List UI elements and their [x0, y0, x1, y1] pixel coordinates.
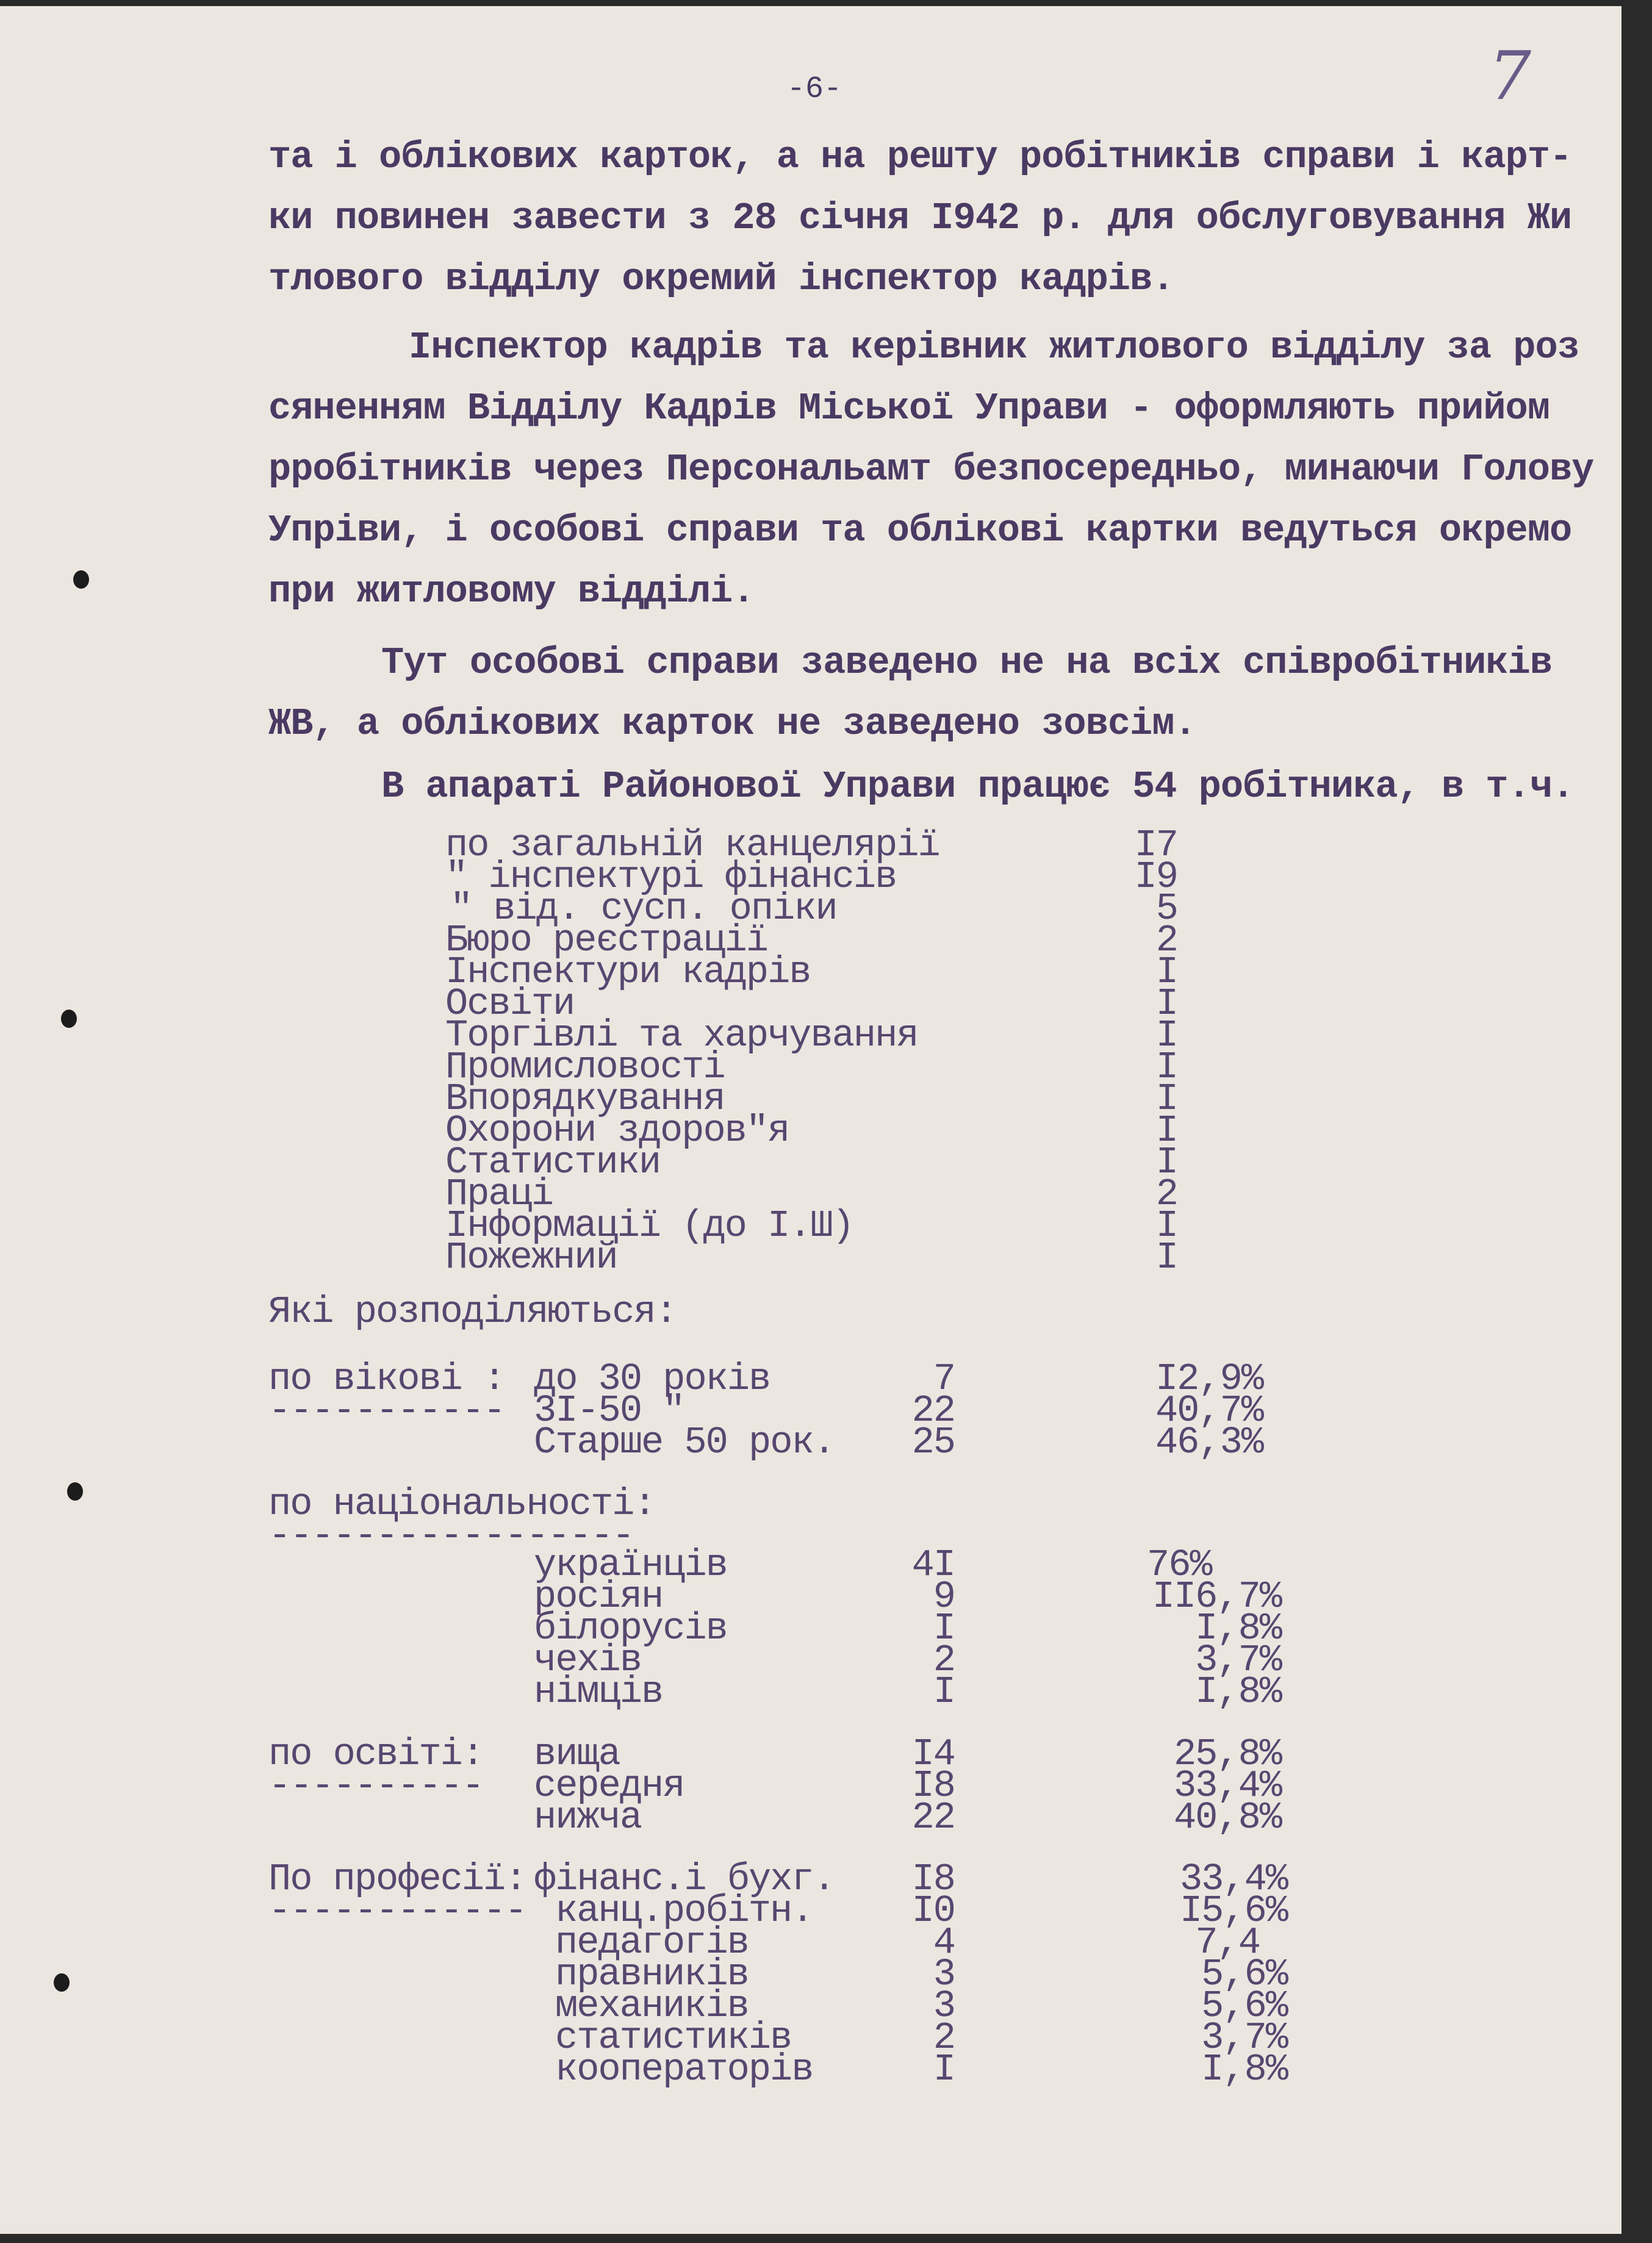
department-name: Інспектури кадрів [445, 950, 811, 994]
row-percent: 5,6% [1201, 1984, 1287, 2028]
text-line: та і облікових карток, а на решту робітників справи і карт- [268, 135, 1572, 179]
row-percent: 33,4% [1173, 1764, 1281, 1807]
department-count: І [1155, 1077, 1177, 1121]
group-row-names [534, 1857, 885, 2091]
row-count: 2 [933, 1638, 955, 1682]
row-name: педагогів [555, 1921, 749, 1964]
row-percent: ІІ6,7% [1152, 1575, 1281, 1618]
department-name: Промисловості [445, 1046, 725, 1089]
row-percent: 40,8% [1173, 1796, 1281, 1839]
text-line: Інспектор кадрів та керівник житлового відділу за роз [409, 326, 1579, 369]
row-percent: 3,7% [1201, 2016, 1287, 2059]
scan-right-edge [1621, 0, 1652, 2243]
text-line: тлового відділу окремий інспектор кадрів. [268, 257, 1174, 301]
row-count: 3 [933, 1953, 955, 1996]
department-name: " від. сусп. опіки [450, 887, 837, 930]
row-name: механиків [555, 1984, 749, 2028]
text-line: ки повинен завести з 28 січня І942 р. для обслуговування Жи [268, 196, 1572, 240]
department-count: І [1155, 950, 1177, 994]
row-count: 2 [933, 2016, 955, 2059]
row-percent: І5,6% [1179, 1889, 1287, 1933]
text-line: В апараті Районової Управи працює 54 робітника, в т.ч. [381, 765, 1575, 808]
text-line: рробітників через Персональамт безпосередньо, минаючи Голову [268, 448, 1594, 491]
department-count: І [1155, 1236, 1177, 1279]
group-row-percents [1110, 1357, 1263, 1464]
department-name: Охорони здоров"я [445, 1109, 789, 1152]
group-label: по національності: [268, 1482, 655, 1526]
group-row-counts [885, 1543, 955, 1714]
department-count: І9 [1134, 855, 1177, 899]
punch-hole [73, 570, 89, 589]
row-percent: 7,4 [1195, 1921, 1260, 1964]
row-name: росіян [534, 1575, 663, 1618]
group-row-percents [1110, 1732, 1281, 1839]
department-count: І [1155, 982, 1177, 1025]
row-name: вища [534, 1732, 620, 1776]
row-count: І4 [911, 1732, 955, 1776]
department-count: І [1155, 1204, 1177, 1247]
group-row-percents [1110, 1857, 1287, 2091]
row-count: 7 [933, 1357, 955, 1401]
punch-hole [54, 1973, 70, 1992]
row-percent: І,8% [1195, 1670, 1281, 1714]
row-count: 25 [911, 1421, 955, 1464]
department-names [445, 824, 1055, 1279]
group-row-counts [885, 1857, 955, 2091]
row-count: 3 [933, 1984, 955, 2028]
row-percent: 40,7% [1155, 1389, 1263, 1432]
group-underline: ----------------- [268, 1514, 634, 1557]
row-percent: 25,8% [1173, 1732, 1281, 1776]
paragraph [268, 633, 1580, 755]
row-count: І [933, 2048, 955, 2091]
group-row-names [534, 1732, 875, 1839]
text-line: Тут особові справи заведено не на всіх співробітників [381, 641, 1552, 684]
row-name: кооператорів [555, 2048, 813, 2091]
group-row-names [534, 1357, 875, 1464]
page-number: -6- [787, 72, 842, 107]
department-count: І [1155, 1141, 1177, 1184]
group-row-counts [885, 1732, 955, 1839]
row-count: 4 [933, 1921, 955, 1964]
punch-hole [67, 1482, 83, 1501]
row-count: І [933, 1607, 955, 1650]
group-label: по освіті: [268, 1732, 484, 1776]
scan-bottom-edge [0, 2234, 1652, 2243]
department-count: І [1155, 1046, 1177, 1089]
department-count: І [1155, 1109, 1177, 1152]
text-line: сяненням Відділу Кадрів Міської Управи - оформляють прийом [268, 387, 1550, 430]
department-name: Статистики [445, 1141, 661, 1184]
group-row-percents [1110, 1543, 1281, 1714]
row-count: 22 [911, 1796, 955, 1839]
row-name: нижча [534, 1796, 642, 1839]
department-name: Впорядкування [445, 1077, 725, 1121]
row-name: до 30 років [534, 1357, 770, 1401]
department-counts [1086, 824, 1177, 1279]
row-name: німців [534, 1670, 663, 1714]
group-underline: ----------- [268, 1389, 505, 1432]
paragraph [268, 127, 1580, 310]
distribution-heading: Які розподіляються: [268, 1290, 677, 1333]
department-name: Пожежний [445, 1236, 617, 1279]
row-name: правників [555, 1953, 749, 1996]
archive-mark: 7 [1489, 37, 1531, 115]
department-count: 2 [1155, 1172, 1177, 1216]
row-percent: І2,9% [1155, 1357, 1263, 1401]
row-name: канц.робітн. [555, 1889, 813, 1933]
text-line: ЖВ, а облікових карток не заведено зовсім. [268, 702, 1196, 745]
row-count: 4І [911, 1543, 955, 1587]
row-percent: 3,7% [1195, 1638, 1281, 1682]
row-count: 22 [911, 1389, 955, 1432]
group-row-names [534, 1543, 875, 1714]
department-count: І [1155, 1014, 1177, 1057]
department-name: Освіти [445, 982, 575, 1025]
department-count: 2 [1155, 919, 1177, 962]
row-name: 3І-50 " [534, 1389, 684, 1432]
punch-hole [61, 1010, 77, 1028]
row-count: І8 [911, 1857, 955, 1901]
department-name: Торгівлі та харчування [445, 1014, 918, 1057]
group-row-counts [885, 1357, 955, 1464]
row-name: статистиків [555, 2016, 792, 2059]
row-name: Старше 50 рок. [534, 1421, 835, 1464]
row-count: І8 [911, 1764, 955, 1807]
row-name: українців [534, 1543, 727, 1587]
group-underline: ------------ [268, 1889, 526, 1933]
row-count: І [933, 1670, 955, 1714]
row-percent: І,8% [1201, 2048, 1287, 2091]
scan-top-edge [0, 0, 1652, 6]
paragraph [268, 317, 1594, 622]
text-line: Упріви, і особові справи та облікові картки ведуться окремо [268, 509, 1572, 552]
paragraph [268, 756, 1580, 817]
group-label: По професії: [268, 1857, 526, 1901]
row-percent: 46,3% [1155, 1421, 1263, 1464]
row-name: чехів [534, 1638, 642, 1682]
row-name: білорусів [534, 1607, 727, 1650]
department-name: Бюро реєстрації [445, 919, 768, 962]
department-name: Праці [445, 1172, 553, 1216]
row-percent: 5,6% [1201, 1953, 1287, 1996]
row-percent: 33,4% [1179, 1857, 1287, 1901]
group-label: по вікові : [268, 1357, 505, 1401]
row-percent: 76% [1147, 1543, 1212, 1587]
row-percent: І,8% [1195, 1607, 1281, 1650]
text-line: при житловому відділі. [268, 570, 755, 613]
row-name: фінанс.і бухг. [534, 1857, 835, 1901]
department-count: 5 [1155, 887, 1177, 930]
group-underline: ---------- [268, 1764, 484, 1807]
department-name: " інспектурі фінансів [445, 855, 897, 899]
department-count: І7 [1134, 824, 1177, 867]
department-name: Інформації (до І.Ш) [445, 1204, 853, 1247]
row-count: 9 [933, 1575, 955, 1618]
row-count: І0 [911, 1889, 955, 1933]
row-name: середня [534, 1764, 684, 1807]
department-name: по загальній канцелярії [445, 824, 939, 867]
